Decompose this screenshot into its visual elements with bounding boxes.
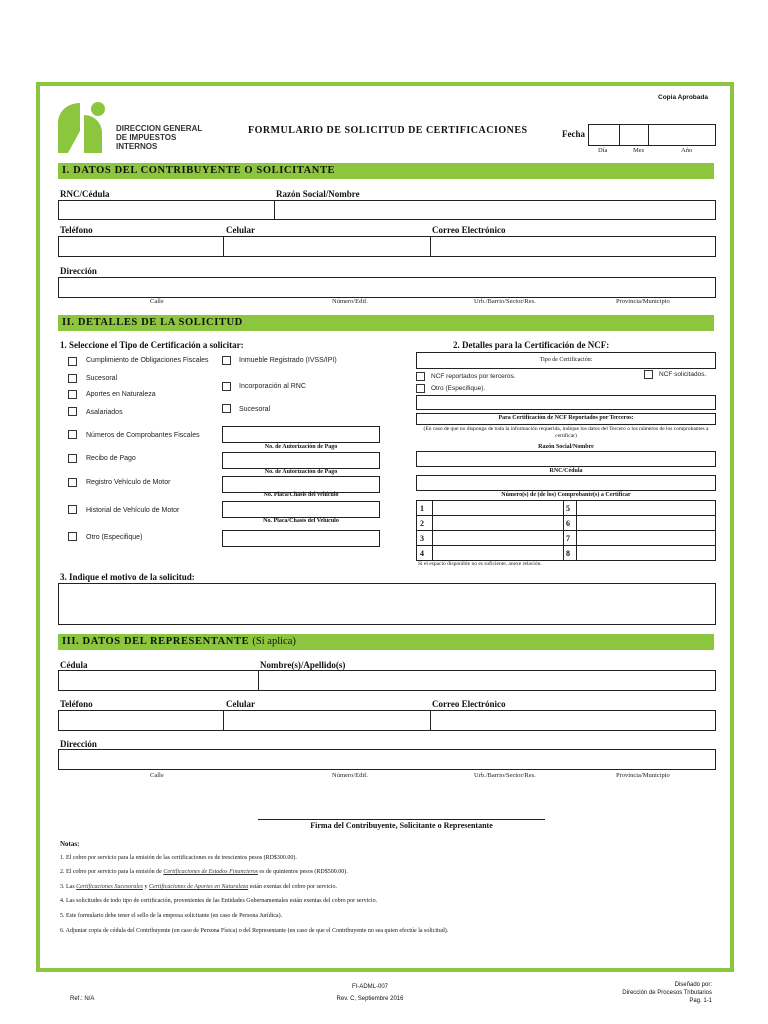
grid-num-4: 4 (417, 546, 433, 561)
note-3-start: 3. Las (60, 884, 75, 890)
date-year-box[interactable] (648, 124, 716, 146)
opt-recibo: Recibo de Pago (86, 455, 136, 462)
opt-registro-vehiculo: Registro Vehículo de Motor (86, 479, 171, 486)
placa-input-1[interactable] (222, 476, 380, 493)
date-month-box[interactable] (619, 124, 649, 146)
grid-num-2: 2 (417, 516, 433, 531)
direccion-input[interactable] (58, 277, 716, 298)
footer-rev: Rev. C, Septiembre 2016 (336, 996, 404, 1002)
grid-cell-8[interactable] (577, 546, 716, 561)
date-year-caption: Año (681, 147, 693, 154)
rep-cedula-label: Cédula (60, 660, 88, 670)
rep-correo-label: Correo Electrónico (432, 699, 506, 709)
opt-incorporacion: Incorporación al RNC (239, 383, 306, 390)
rep-telefono-label: Teléfono (60, 699, 93, 709)
placa-input-2[interactable] (222, 501, 380, 518)
autorizacion-pago-input-2[interactable] (222, 452, 380, 469)
opt-aportes: Aportes en Naturaleza (86, 391, 156, 398)
address-urb: Urb./Barrio/Sector/Res. (474, 298, 536, 305)
grid-note: Si el espacio disponible no es suficiente, anexe relación. (418, 561, 542, 567)
check-otro-left[interactable] (68, 532, 77, 541)
celular-label: Celular (226, 225, 255, 235)
ncf-terceros-note: (En caso de que no disponga de toda la información requerida, indique los datos del Tercero o los números de los comprobantes a certificar) (423, 426, 709, 439)
note-3-mid: y (144, 884, 148, 890)
section-3-subtitle: (Si aplica) (252, 636, 296, 647)
opt-cumplimiento: Cumplimiento de Obligaciones Fiscales (86, 357, 209, 364)
motivo-input[interactable] (58, 583, 716, 625)
check-ncf-terceros[interactable] (416, 372, 425, 381)
rep-address-numero: Número/Edif. (332, 772, 368, 779)
note-6: 6. Adjuntar copia de cédula del Contribuyente (en caso de Persona Física) o del Representante (en caso de que el Contribuyente no sea quien efectúe la solicitud). (60, 928, 449, 934)
telefono-label: Teléfono (60, 225, 93, 235)
address-numero: Número/Edif. (332, 298, 368, 305)
check-inmueble[interactable] (222, 356, 231, 365)
q2-label: 2. Detalles para la Certificación de NCF: (453, 340, 610, 350)
grid-cell-1[interactable] (433, 501, 564, 516)
note-2-end: es de quinientos pesos (RD$500.00). (259, 869, 348, 875)
rep-direccion-input[interactable] (58, 749, 716, 770)
autorizacion-pago-caption-2: No. de Autorización de Pago (264, 469, 338, 475)
note-3 (60, 884, 337, 890)
org-line-3: INTERNOS (116, 142, 158, 151)
note-3-link-1[interactable]: Certificaciones Sucesorales (76, 884, 143, 890)
org-line-2: DE IMPUESTOS (116, 133, 177, 142)
ncf-rnc-label: RNC/Cédula (549, 468, 583, 474)
rep-direccion-label: Dirección (60, 739, 97, 749)
opt-ncf-otro: Otro (Especifique). (431, 385, 486, 392)
section-2-header (58, 315, 714, 331)
footer-page: Pag. 1-1 (689, 998, 712, 1004)
rep-address-calle: Calle (150, 772, 164, 779)
grid-cell-5[interactable] (577, 501, 716, 516)
rep-telefono-input[interactable] (58, 710, 224, 731)
section-1-header (58, 163, 714, 179)
ncf-razon-label: Razón Social/Nombre (538, 444, 594, 450)
section-2-title: II. DETALLES DE LA SOLICITUD (62, 317, 243, 328)
correo-label: Correo Electrónico (432, 225, 506, 235)
rep-correo-input[interactable] (430, 710, 716, 731)
ncf-rnc-input[interactable] (416, 475, 716, 491)
correo-input[interactable] (430, 236, 716, 257)
notes-title: Notas: (60, 840, 80, 848)
copy-label: Copia Aprobada (658, 94, 708, 101)
direccion-label: Dirección (60, 266, 97, 276)
note-2 (60, 869, 348, 875)
note-2-start: 2. El cobro por servicio para la emisión de (60, 869, 162, 875)
signature-label: Firma del Contribuyente, Solicitante o Representante (310, 821, 493, 830)
footer-designed-by: Diseñado por: (674, 982, 712, 988)
note-2-link[interactable]: Certificaciones de Estados Financieros (163, 869, 258, 875)
section-3-title: III. DATOS DEL REPRESENTANTE (62, 636, 250, 647)
grid-num-5: 5 (564, 501, 577, 516)
q1-label: 1. Seleccione el Tipo de Certificación a solicitar: (60, 340, 244, 350)
rep-nombre-input[interactable] (258, 670, 716, 691)
check-sucesoral[interactable] (68, 374, 77, 383)
placa-caption-1: No. Placa/Chasis del vehículo (263, 492, 339, 498)
note-3-link-2[interactable]: Certificaciones de Aportes en Naturaleza (149, 884, 249, 890)
footer-code: FI-ADML-007 (351, 984, 388, 990)
grid-num-8: 8 (564, 546, 577, 561)
signature-line[interactable] (258, 819, 545, 820)
check-historial-vehiculo[interactable] (68, 505, 77, 514)
check-registro-vehiculo[interactable] (68, 478, 77, 487)
org-name (116, 124, 202, 151)
rep-celular-input[interactable] (223, 710, 431, 731)
placa-caption-2: No. Placa/Chasis del Vehículo (263, 518, 339, 524)
rep-address-provincia: Provincia/Municipio (616, 772, 670, 779)
grid-num-7: 7 (564, 531, 577, 546)
check-incorporacion[interactable] (222, 382, 231, 391)
address-provincia: Provincia/Municipio (616, 298, 670, 305)
opt-otro-left: Otro (Especifique) (86, 534, 143, 541)
grid-num-1: 1 (417, 501, 433, 516)
opt-ncf-terceros: NCF reportados por terceros. (431, 373, 516, 380)
date-month-caption: Mes (633, 147, 645, 154)
ncf-numeros-title: Número(s) de (de los) Comprobante(s) a Certificar (501, 492, 631, 498)
form-border-bottom (36, 968, 734, 972)
note-3-end: están exentas del cobro por servicio. (249, 884, 338, 890)
check-ncf-otro[interactable] (416, 384, 425, 393)
grid-num-6: 6 (564, 516, 577, 531)
note-1: 1. El cobro por servicio para la emisión de las certificaciones es de trescientos pesos (RD$300.00). (60, 855, 297, 861)
ncf-otro-input[interactable] (416, 395, 716, 410)
grid-cell-2[interactable] (433, 516, 564, 531)
rep-nombre-label: Nombre(s)/Apellido(s) (260, 660, 346, 670)
check-aportes[interactable] (68, 390, 77, 399)
q3-label: 3. Indique el motivo de la solicitud: (60, 572, 195, 582)
opt-ncf-solicitados: NCF solicitados. (659, 371, 707, 378)
autorizacion-pago-input-1[interactable] (222, 426, 380, 443)
check-ncf-solicitados[interactable] (644, 370, 653, 379)
check-asalariados[interactable] (68, 407, 77, 416)
rep-cedula-input[interactable] (58, 670, 259, 691)
celular-input[interactable] (223, 236, 431, 257)
grid-cell-4[interactable] (433, 546, 564, 561)
opt-inmueble: Inmueble Registrado (IVSS/IPI) (239, 357, 337, 364)
rnc-input[interactable] (58, 200, 275, 220)
rep-celular-label: Celular (226, 699, 255, 709)
date-day-caption: Día (598, 147, 608, 154)
ncf-numbers-grid (416, 500, 716, 561)
address-calle: Calle (150, 298, 164, 305)
grid-cell-3[interactable] (433, 531, 564, 546)
rep-address-urb: Urb./Barrio/Sector/Res. (474, 772, 536, 779)
grid-cell-7[interactable] (577, 531, 716, 546)
opt-asalariados: Asalariados (86, 409, 123, 416)
note-5: 5. Este formulario debe tener el sello de la empresa solicitante (en caso de Persona Jurídica). (60, 913, 283, 919)
telefono-input[interactable] (58, 236, 224, 257)
date-day-box[interactable] (588, 124, 620, 146)
opt-numeros-comprobantes: Números de Comprobantes Fiscales (86, 432, 200, 439)
note-4: 4. Las solicitudes de todo tipo de certificación, provenientes de las Entidades Gubernamentales están exentas del cobro por servicio. (60, 898, 378, 904)
dgii-logo-mark-icon (58, 101, 114, 153)
tipo-certificacion-label: Tipo de Certificación: (539, 357, 593, 363)
rnc-label: RNC/Cédula (60, 189, 110, 199)
grid-num-3: 3 (417, 531, 433, 546)
autorizacion-pago-caption-1: No. de Autorización de Pago (264, 444, 338, 450)
check-recibo[interactable] (68, 454, 77, 463)
footer-ref: Ref.: N/A (70, 996, 95, 1002)
form-title: FORMULARIO DE SOLICITUD DE CERTIFICACIONES (248, 125, 528, 136)
ncf-terceros-title: Para Certificación de NCF Reportados por Terceros: (498, 415, 634, 421)
ncf-razon-input[interactable] (416, 451, 716, 467)
section-3-header (58, 634, 714, 650)
check-sucesoral-mid[interactable] (222, 404, 231, 413)
footer-dept: Dirección de Procesos Tributarios (622, 990, 712, 996)
opt-sucesoral: Sucesoral (86, 375, 118, 382)
razon-label: Razón Social/Nombre (276, 189, 360, 199)
opt-historial-vehiculo: Historial de Vehículo de Motor (86, 507, 180, 514)
date-label: Fecha (562, 129, 585, 139)
check-numeros-comprobantes[interactable] (68, 430, 77, 439)
dgii-logo (58, 101, 114, 153)
opt-sucesoral-mid: Sucesoral (239, 406, 271, 413)
razon-input[interactable] (274, 200, 716, 220)
check-cumplimiento[interactable] (68, 357, 77, 366)
section-1-title: I. DATOS DEL CONTRIBUYENTE O SOLICITANTE (62, 165, 336, 176)
org-line-1: DIRECCION GENERAL (116, 124, 203, 133)
otro-especifique-input[interactable] (222, 530, 380, 547)
grid-cell-6[interactable] (577, 516, 716, 531)
